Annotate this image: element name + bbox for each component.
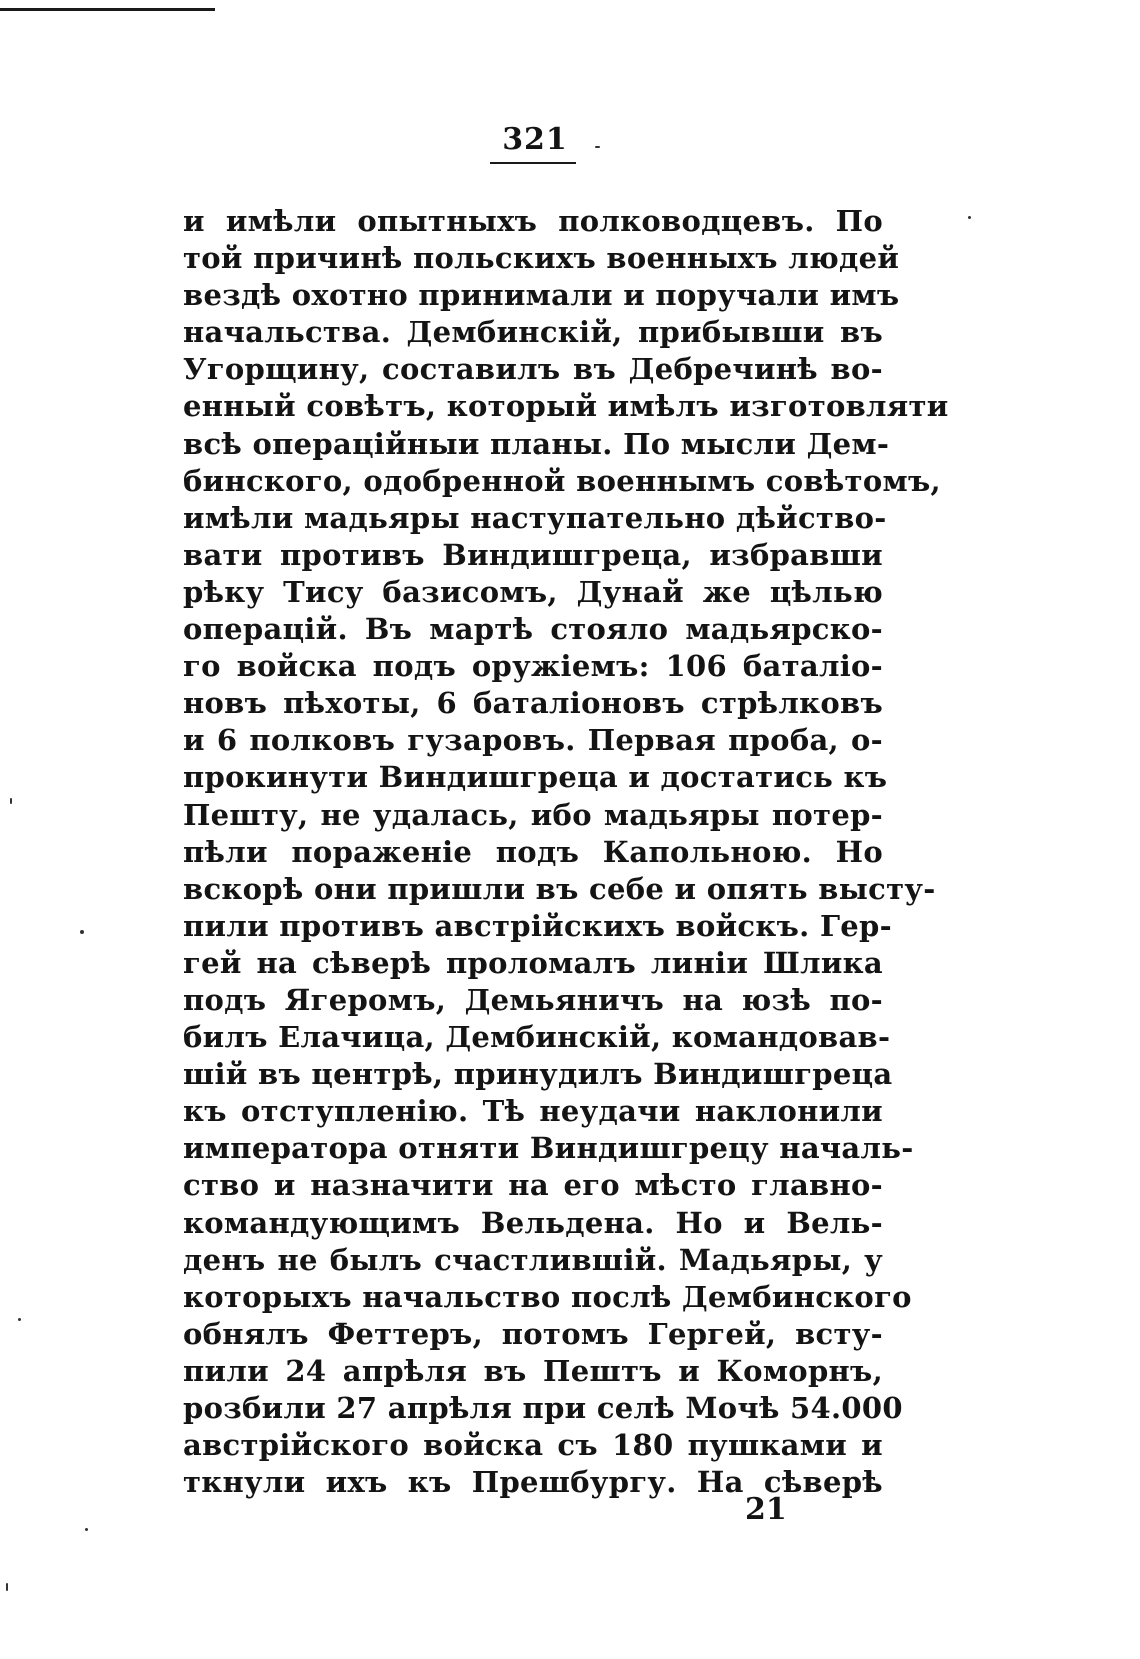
text-line: Угорщину, составилъ въ Дебречинѣ во- xyxy=(183,352,883,387)
text-line: денъ не былъ счастлившій. Мадьяры, у xyxy=(183,1242,883,1277)
text-line: подъ Ягеромъ, Демьяничъ на юзѣ по- xyxy=(183,982,883,1017)
text-line: и 6 полковъ гузаровъ. Первая проба, о- xyxy=(183,723,883,758)
text-line: той причинѣ польскихъ военныхъ людей xyxy=(183,241,900,276)
text-line: рѣку Тису базисомъ, Дунай же цѣлью xyxy=(183,574,883,609)
text-line: розбили 27 апрѣля при селѣ Мочѣ 54.000 xyxy=(183,1391,903,1425)
scan-speck xyxy=(595,146,600,148)
text-line: которыхъ начальство послѣ Дембинского xyxy=(183,1279,912,1314)
text-line: командующимъ Вельдена. Но и Вель- xyxy=(183,1205,883,1240)
text-line: австрійского войска съ 180 пушками и xyxy=(183,1428,883,1463)
text-line: и имѣли опытныхъ полководцевъ. По xyxy=(183,204,883,238)
text-line: имѣли мадьяры наступательно дѣйство- xyxy=(183,500,887,535)
text-line: вати противъ Виндишгреца, избравши xyxy=(183,537,883,572)
text-line: прокинути Виндишгреца и достатись къ xyxy=(183,760,888,795)
text-line: всѣ операційныи планы. По мысли Дем- xyxy=(183,426,890,461)
text-line: пили 24 апрѣля въ Пештъ и Коморнъ, xyxy=(183,1353,883,1388)
text-line: ткнули ихъ къ Прешбургу. На сѣверѣ xyxy=(183,1465,883,1500)
text-line: бинского, одобренной военнымъ совѣтомъ, xyxy=(183,463,941,498)
scan-speck xyxy=(18,1318,21,1321)
scan-speck xyxy=(10,798,12,804)
text-line: го войска подъ оружіемъ: 106 баталіо- xyxy=(183,649,883,684)
signature-mark: 21 xyxy=(745,1492,787,1527)
scan-speck xyxy=(6,1583,8,1591)
scan-speck xyxy=(80,930,84,934)
text-line: вскорѣ они пришли въ себе и опять высту- xyxy=(183,871,936,906)
text-line: ство и назначити на его мѣсто главно- xyxy=(183,1168,883,1203)
text-line: вездѣ охотно принимали и поручали имъ xyxy=(183,278,900,313)
page-number: 321 xyxy=(502,122,568,157)
text-line: енный совѣтъ, который имѣлъ изготовляти xyxy=(183,389,949,424)
scan-speck xyxy=(85,1528,88,1531)
scan-speck xyxy=(968,216,971,219)
text-line: Пешту, не удалась, ибо мадьяры потер- xyxy=(183,797,883,832)
text-line: обнялъ Феттеръ, потомъ Гергей, всту- xyxy=(183,1316,883,1351)
text-line: билъ Елачица, Дембинскій, командовав- xyxy=(183,1020,891,1055)
text-line: начальства. Дембинскій, прибывши въ xyxy=(183,315,883,350)
text-line: новъ пѣхоты, 6 баталіоновъ стрѣлковъ xyxy=(183,686,883,721)
scan-top-edge-rule xyxy=(0,8,215,11)
text-line: пѣли пораженіе подъ Капольною. Но xyxy=(183,834,883,869)
body-text xyxy=(183,203,949,1501)
text-line: къ отступленію. Тѣ неудачи наклонили xyxy=(183,1094,883,1129)
text-line: гей на сѣверѣ проломалъ линіи Шлика xyxy=(183,945,883,980)
text-line: императора отняти Виндишгрецу началь- xyxy=(183,1131,914,1166)
text-line: шій въ центрѣ, принудилъ Виндишгреца xyxy=(183,1057,893,1092)
page-number-underline xyxy=(490,162,576,164)
text-line: операцій. Въ мартѣ стояло мадьярско- xyxy=(183,612,883,647)
text-line: пили противъ австрійскихъ войскъ. Гер- xyxy=(183,908,892,943)
